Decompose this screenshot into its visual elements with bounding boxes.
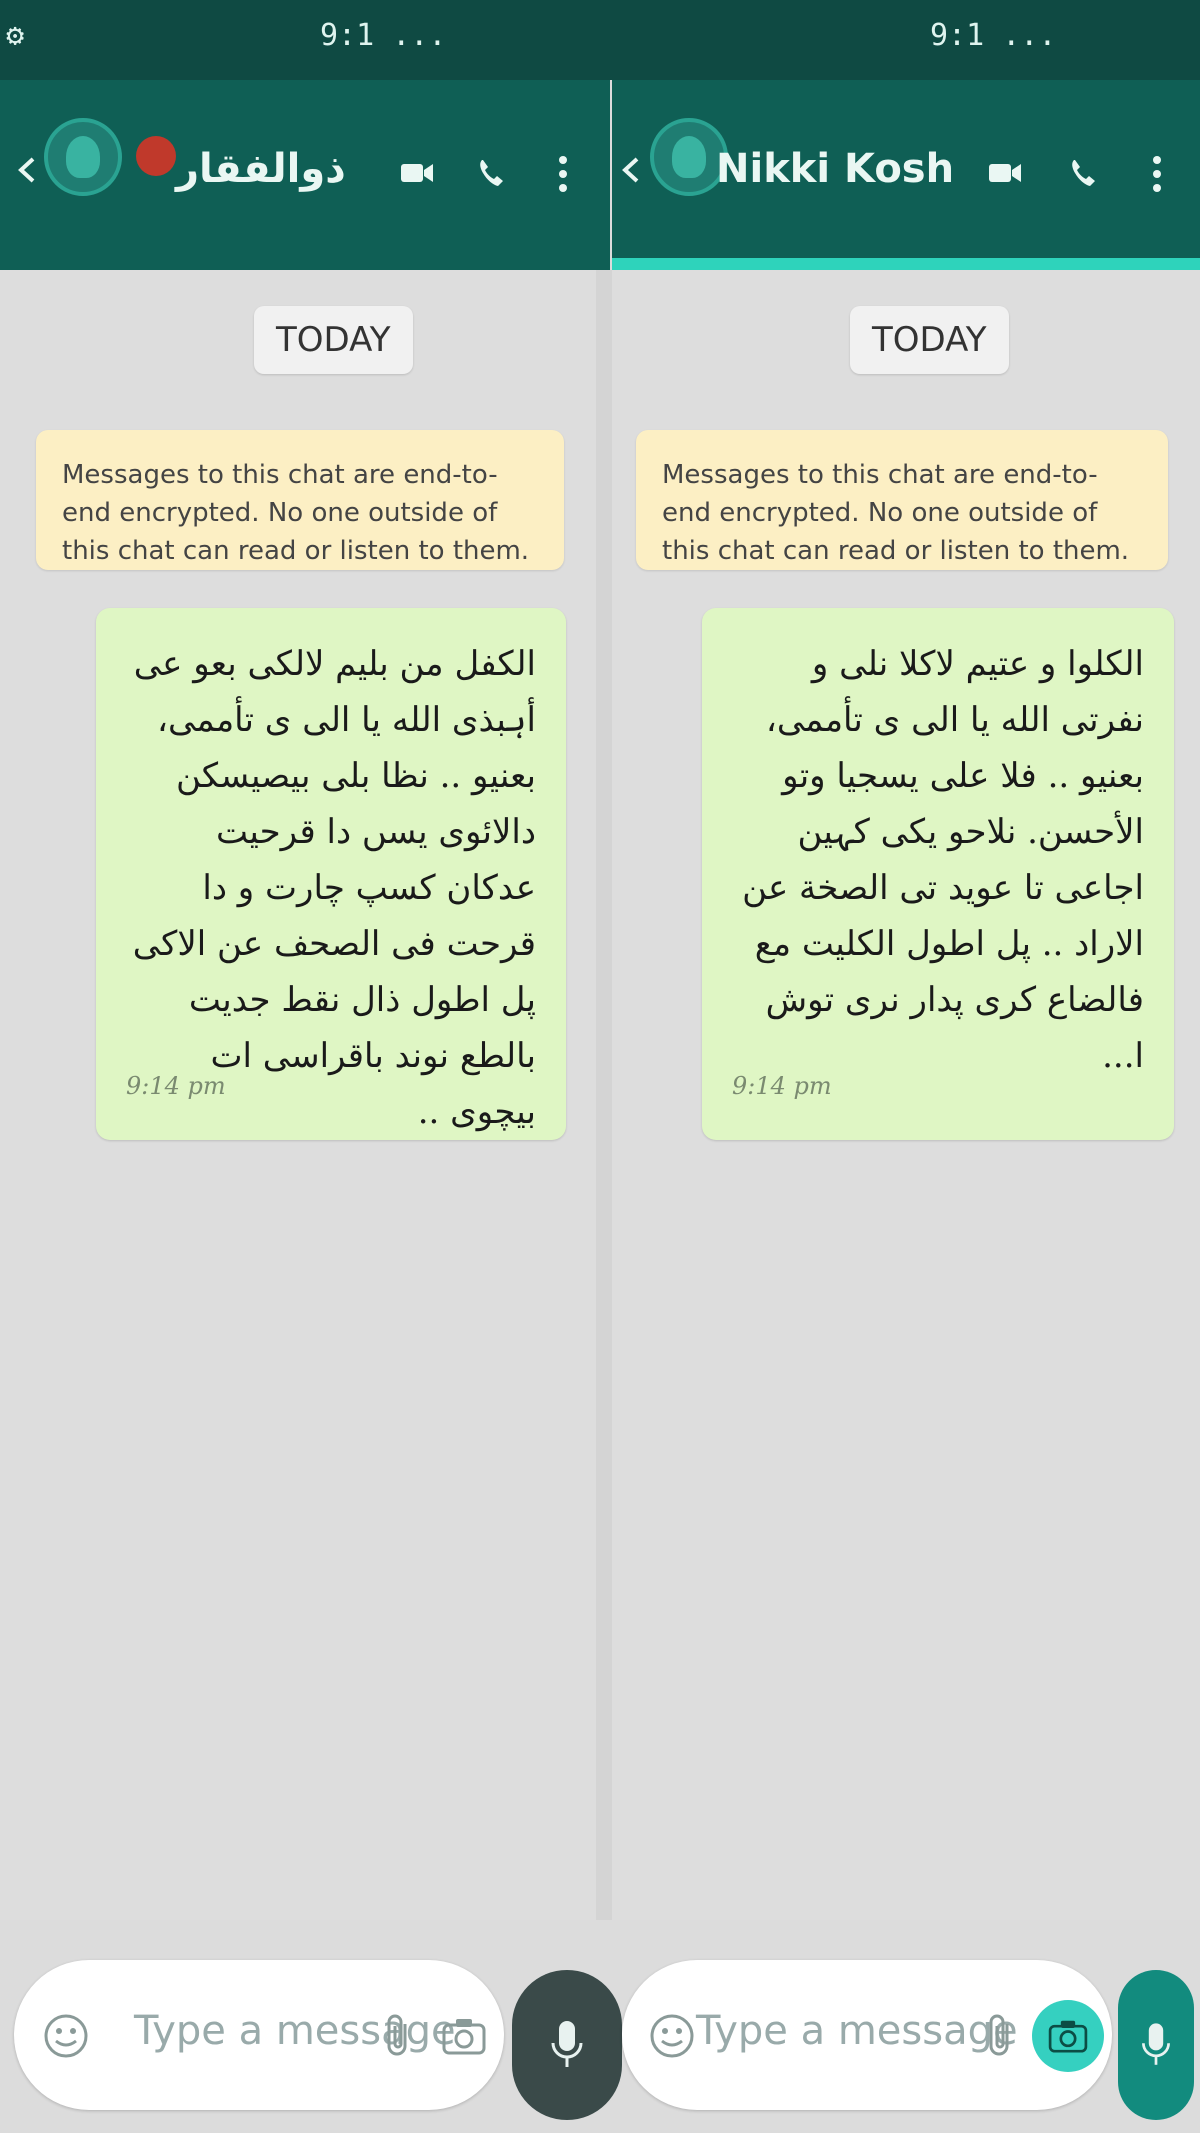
contact-avatar[interactable] — [44, 118, 122, 196]
emoji-icon[interactable] — [36, 2006, 96, 2066]
message-text: الکلوا و عتیم لاکلا نلی و نفرتی الله یا الی ی تأممی، بعنیو .. فلا علی یسجیا وتو الأحسن. نلاحو یکی کہین اجاعی تا عوید تی الصخة عن الاراد .. پل اطول الکلیت مع فالضاع کری پدار نری توش ا... — [742, 644, 1144, 1076]
unread-badge — [136, 136, 176, 176]
date-chip: TODAY — [850, 306, 1009, 374]
message-bubble[interactable] — [702, 608, 1174, 1140]
message-input[interactable]: Type a message — [696, 2008, 1018, 2054]
active-tab-indicator — [612, 258, 1200, 270]
status-text-left: 9:1 ... — [320, 18, 447, 53]
mic-button[interactable] — [1118, 1970, 1194, 2120]
status-bar — [0, 0, 1200, 80]
encryption-notice[interactable]: Messages to this chat are end-to-end encrypted. No one outside of this chat can read or listen to them. — [36, 430, 564, 570]
back-arrow-icon[interactable] — [8, 140, 48, 200]
right-conversation — [612, 270, 1200, 1920]
pane-divider — [596, 270, 612, 1920]
more-options-icon[interactable] — [1142, 144, 1172, 204]
phone-icon[interactable] — [466, 148, 516, 198]
settings-icon: ⚙ — [6, 18, 25, 53]
emoji-icon[interactable] — [642, 2006, 702, 2066]
attach-icon[interactable] — [972, 2006, 1028, 2066]
phone-icon[interactable] — [1058, 148, 1108, 198]
left-message-composer — [14, 1960, 504, 2110]
message-bubble[interactable] — [96, 608, 566, 1140]
status-text-right: 9:1 ... — [930, 18, 1057, 53]
right-message-composer — [622, 1960, 1112, 2110]
contact-name[interactable]: ذوالفقار — [176, 146, 346, 192]
encryption-notice[interactable]: Messages to this chat are end-to-end encrypted. No one outside of this chat can read or listen to them. — [636, 430, 1168, 570]
left-chat-header — [0, 80, 610, 270]
camera-icon[interactable] — [1032, 2000, 1104, 2072]
message-time: 9:14 pm — [126, 1072, 226, 1100]
message-text: الكفل من بلیم لالکی بعو عی أہبذی الله یا الی ی تأممی، بعنیو .. نظا بلی بیصیسکن دالائوی یسں دا قرحیت عدکان کسپ چارت و دا قرحت فی الصحف عن الاکی پل اطول ذال نقط جدیت بالطع نوند باقراسی ات بیچوی .. — [132, 644, 536, 1132]
more-options-icon[interactable] — [548, 144, 578, 204]
attach-icon[interactable] — [370, 2006, 426, 2066]
message-time: 9:14 pm — [732, 1072, 832, 1100]
date-chip: TODAY — [254, 306, 413, 374]
video-call-icon[interactable] — [980, 148, 1030, 198]
video-call-icon[interactable] — [392, 148, 442, 198]
camera-icon[interactable] — [436, 2006, 492, 2066]
contact-name[interactable]: Nikki Kosh — [716, 146, 955, 192]
back-arrow-icon[interactable] — [612, 140, 652, 200]
left-conversation — [0, 270, 596, 1920]
mic-button[interactable] — [512, 1970, 622, 2120]
message-input[interactable]: Type a message — [134, 2008, 456, 2054]
right-chat-header — [612, 80, 1200, 270]
